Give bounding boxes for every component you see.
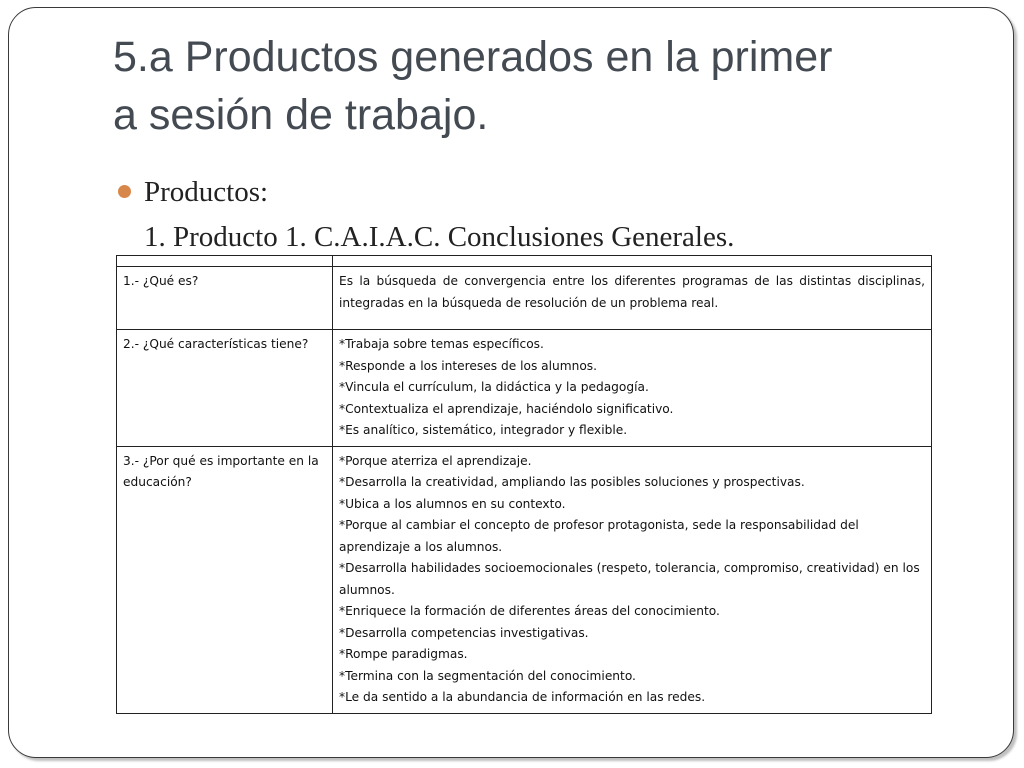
question-cell: 3.- ¿Por qué es importante en la educación? xyxy=(117,446,333,713)
title-line-1: 5.a Productos generados en la primer xyxy=(113,33,833,81)
slide-title xyxy=(113,28,973,144)
table-row xyxy=(117,330,932,447)
header-cell-question xyxy=(117,256,333,267)
answer-line: *Vincula el currículum, la didáctica y la pedagogía. xyxy=(339,380,649,394)
bullet-item xyxy=(144,170,988,260)
bullet-label: Productos: xyxy=(144,176,269,208)
answer-line: Es la búsqueda de convergencia entre los diferentes programas de las distintas disciplinas, integradas en la búsqueda de resolución de un problema real. xyxy=(339,274,925,310)
header-cell-answer xyxy=(333,256,932,267)
answer-cell xyxy=(333,330,932,447)
answer-line: *Enriquece la formación de diferentes áreas del conocimiento. xyxy=(339,604,720,618)
bullet-list xyxy=(118,170,988,260)
answer-line: *Porque al cambiar el concepto de profesor protagonista, sede la responsabilidad del aprendizaje a los alumnos. xyxy=(339,518,859,554)
table-row xyxy=(117,446,932,713)
bullet-dot-icon xyxy=(118,185,131,198)
answer-cell xyxy=(333,446,932,713)
table-header-row xyxy=(117,256,932,267)
caiac-table xyxy=(116,255,932,714)
answer-line: *Es analítico, sistemático, integrador y flexible. xyxy=(339,423,628,437)
answer-line: *Rompe paradigmas. xyxy=(339,647,468,661)
answer-line: *Contextualiza el aprendizaje, haciéndolo significativo. xyxy=(339,401,674,416)
answer-line: *Porque aterriza el aprendizaje. xyxy=(339,453,532,468)
table-row xyxy=(117,267,932,330)
answer-line: *Le da sentido a la abundancia de información en las redes. xyxy=(339,690,706,704)
title-line-2: a sesión de trabajo. xyxy=(113,91,489,139)
answer-line: *Desarrolla habilidades socioemocionales (respeto, tolerancia, compromiso, creatividad) en los alumnos. xyxy=(339,561,920,597)
answer-line: *Ubica a los alumnos en su contexto. xyxy=(339,496,566,511)
answer-line: *Desarrolla competencias investigativas. xyxy=(339,625,589,640)
answer-line: *Trabaja sobre temas específicos. xyxy=(339,337,544,351)
answer-line: *Desarrolla la creatividad, ampliando las posibles soluciones y prospectivas. xyxy=(339,475,805,489)
answer-line: *Responde a los intereses de los alumnos. xyxy=(339,358,598,373)
answer-line: *Termina con la segmentación del conocimiento. xyxy=(339,668,636,683)
answer-cell xyxy=(333,267,932,330)
bullet-subitem: 1. Producto 1. C.A.I.A.C. Conclusiones Generales. xyxy=(144,221,735,253)
question-cell: 1.- ¿Qué es? xyxy=(117,267,333,330)
question-cell: 2.- ¿Qué características tiene? xyxy=(117,330,333,447)
